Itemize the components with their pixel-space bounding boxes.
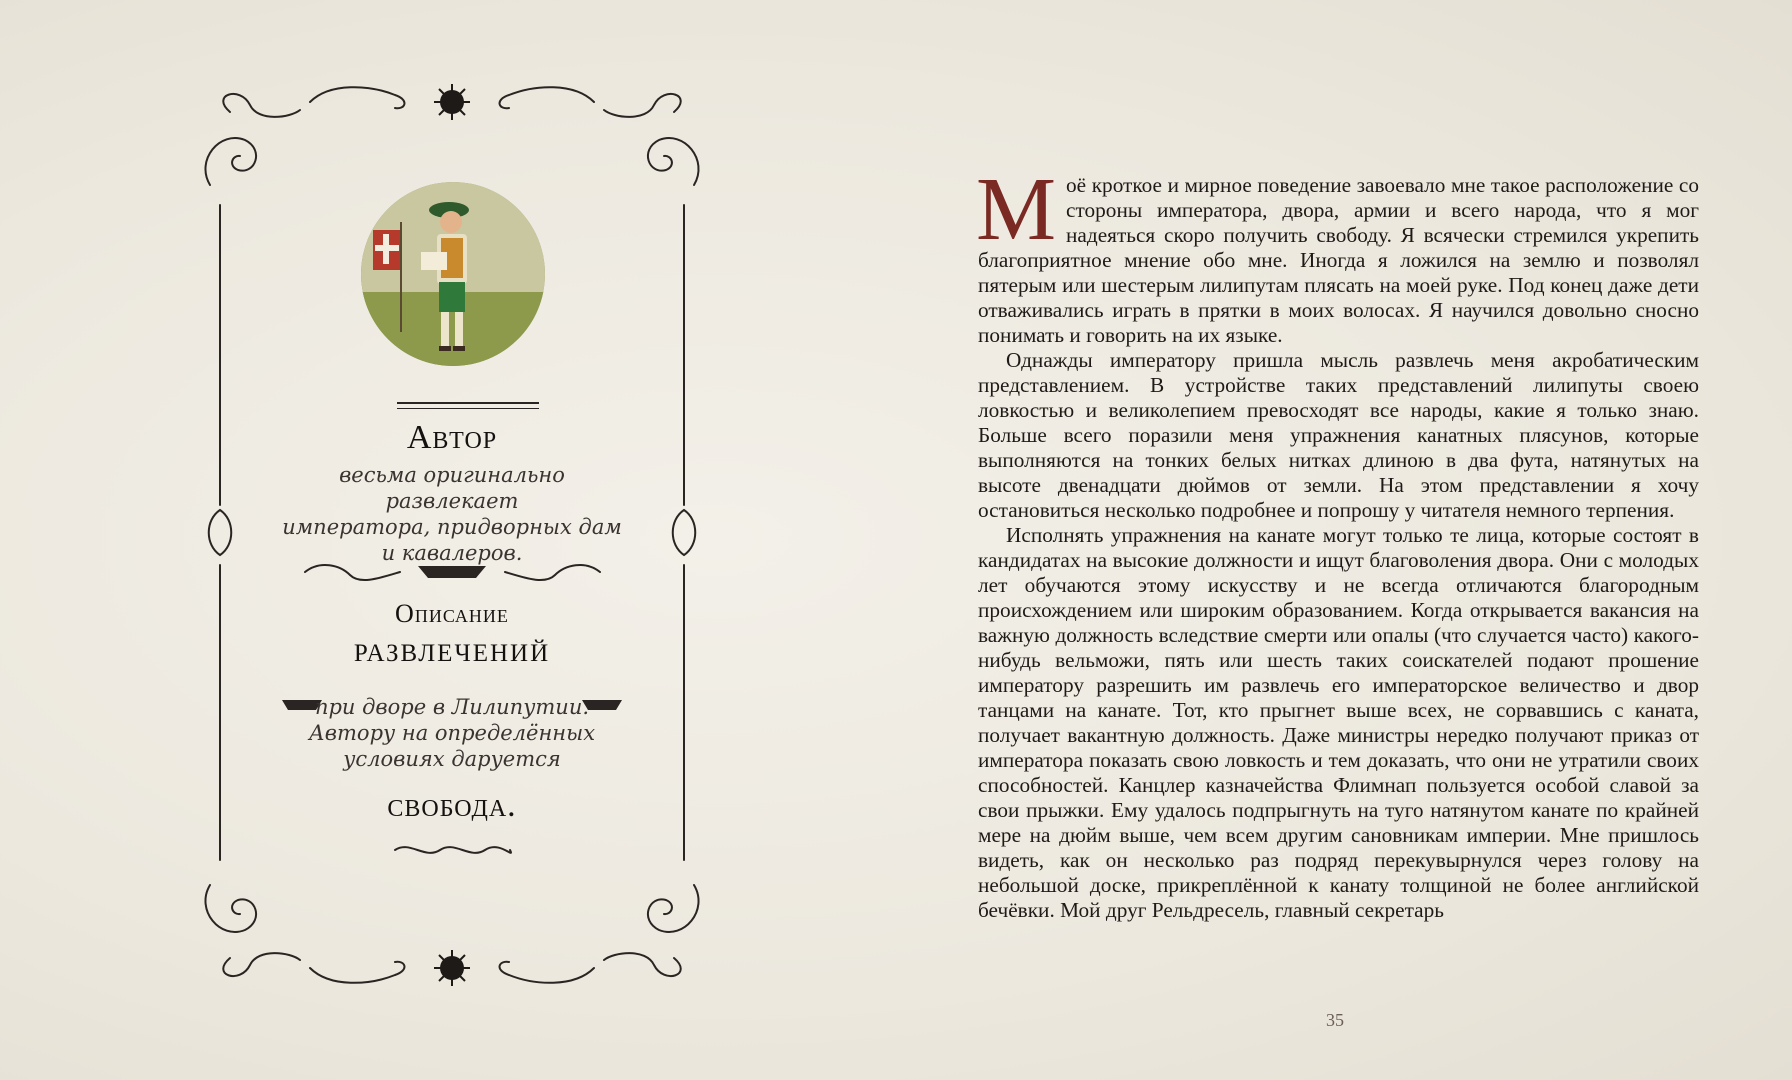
paragraph xyxy=(976,160,1699,348)
title-rule xyxy=(397,402,539,409)
heading-entertainments: развлечений xyxy=(353,629,551,669)
paragraph-text: оё кроткое и мирное поведение завоевало мне такое расположение со стороны императора, двора, армии и всего народа, что я мог надеяться скоро получить свободу. Я всячески стремился укрепить благоприятное мнение обо мне. Иногда я ложился на землю и позволял пятерым или шестерым лилипутам плясать на моей руке. Под конец даже дети отваживались играть в прятки в моих волосах. Я научился довольно сносно понимать и говорить на их языке. xyxy=(978,173,1699,347)
lilliputian-figure-icon xyxy=(361,182,545,366)
main-text-column xyxy=(976,160,1699,923)
court-line: Автору на определённых xyxy=(308,721,596,745)
illustration-medallion xyxy=(361,182,545,366)
author-desc-line: императора, придворных дам xyxy=(282,515,622,539)
heading-description: Описание xyxy=(395,599,509,628)
court-line: условиях даруется xyxy=(343,747,561,771)
author-desc-line: весьма оригинально развлекает xyxy=(339,463,565,513)
drop-cap: М xyxy=(976,160,1057,259)
author-desc-line: и кавалеров. xyxy=(381,541,523,565)
paragraph: Однажды императору пришла мысль развлечь меня акробатическим представлением. В устройстве таких представлений лилипуты своею ловкостью и великолепием превосходят все народы, какие я только знаю. Больше всего поразили меня упражнения канатных плясунов, которые выполняются на тонких белых нитках длиною в два фута, натянутых на высоте двенадцати дюймов от земли. На этом представлении я хочу остановиться несколько подробнее и попрошу у читателя немного терпения. xyxy=(978,348,1699,522)
court-line: при дворе в Лилипутии. xyxy=(314,695,590,719)
heading-freedom: свобода. xyxy=(387,787,517,824)
court-description xyxy=(272,694,632,772)
heading-author: Автор xyxy=(406,419,498,456)
page-number: 35 xyxy=(1326,1010,1344,1030)
paragraph: Исполнять упражнения на канате могут только те лица, которые состоят в кандидатах на высокие должности и ищут благоволения двора. Они с молодых лет обучаются этому искусству и не всегда отличаются благородным происхождением или широким образованием. Когда открывается вакансия на важную должность вследствие смерти или опалы (что случается часто) какого-нибудь вельможи, пять или шесть таких соискателей подают прошение императору разрешить им развлечь его императорское величество и двор танцами на канате. Тот, кто прыгнет выше всех, не сорвавшись с каната, получает вакантную должность. Даже министры нередко получают приказ от императора показать свою ловкость и тем доказать, что они не утратили своих способностей. Канцлер казначейства Флимнап пользуется особой славой за свои прыжки. Ему удалось подпрыгнуть на туго натянутом канате по крайней мере на дюйм выше, чем всем другим сановникам империи. Мне пришлось видеть, как он несколько раз подряд перекувырнулся через голову на небольшой доске, прикреплённой к канату толщиной не более английской бечёвки. Мой друг Рельдресель, главный секретарь xyxy=(978,523,1699,922)
author-description xyxy=(272,462,632,566)
